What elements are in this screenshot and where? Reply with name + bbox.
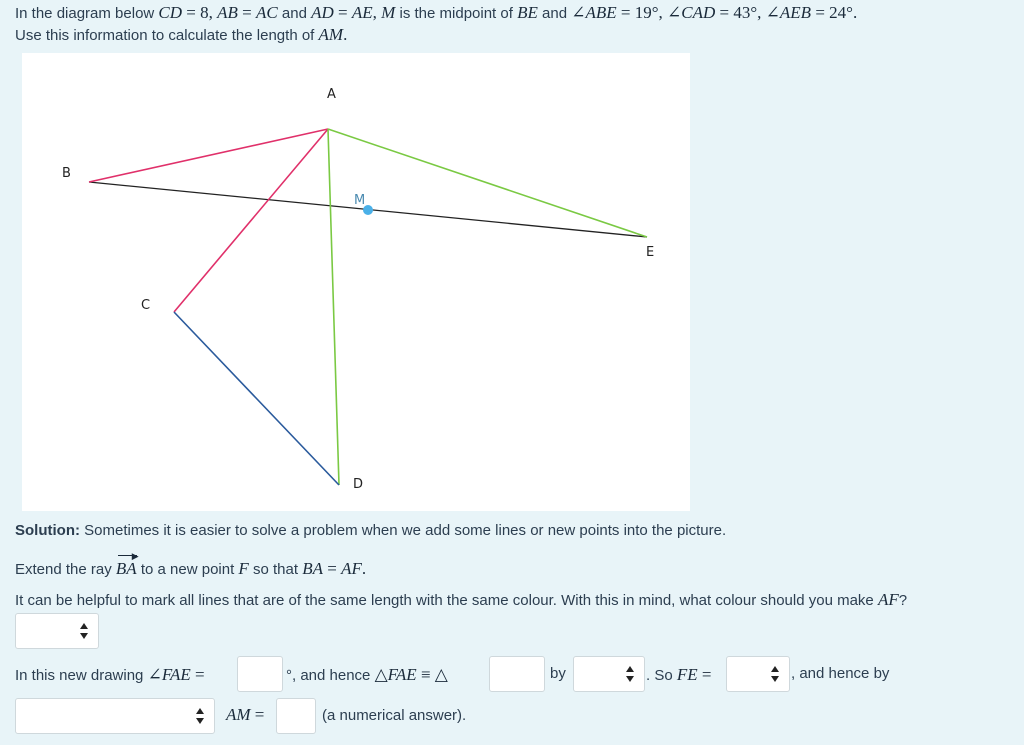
- problem-text: and: [537, 5, 572, 22]
- math-af: AF: [341, 559, 362, 578]
- new-drawing-text: [15, 665, 205, 685]
- math-am: AM: [318, 25, 344, 44]
- math-sep: .: [361, 559, 367, 578]
- label-c: C: [141, 298, 151, 313]
- problem-text: is the midpoint of: [395, 5, 518, 22]
- math-eq: = 8,: [182, 3, 218, 22]
- math-m: M: [381, 3, 396, 22]
- am-label: [226, 705, 264, 725]
- segment-ba: [89, 129, 328, 182]
- solution-text: ?: [898, 592, 908, 609]
- problem-statement: [15, 3, 857, 23]
- solution-text: Sometimes it is easier to solve a problem when we add some lines or new points into the picture.: [79, 522, 727, 539]
- solution-text: . So: [646, 667, 677, 684]
- segment-ac: [174, 129, 328, 312]
- solution-text: It can be helpful to mark all lines that are of the same length with the same colour. With this in mind, what colour should you make: [15, 592, 878, 609]
- math-eq: =: [190, 665, 205, 684]
- label-e: E: [646, 245, 655, 260]
- math-eq: =: [697, 665, 712, 684]
- math-congruent: ≡ △: [416, 665, 448, 684]
- math-eq: =: [237, 3, 257, 22]
- problem-question: [15, 25, 347, 45]
- math-eq: =: [250, 705, 265, 724]
- segment-cd: [174, 312, 339, 485]
- math-angle-aeb: ∠AEB: [765, 3, 812, 22]
- select-arrows-icon: [626, 666, 634, 682]
- ray-arrowhead-icon: ▶: [131, 551, 139, 561]
- solution-text: In this new drawing: [15, 667, 148, 684]
- problem-text: Use this information to calculate the length of: [15, 27, 319, 44]
- math-ab: AB: [217, 3, 238, 22]
- math-cd: CD: [158, 3, 183, 22]
- solution-text: Extend the ray: [15, 561, 116, 578]
- math-value: = 43°,: [715, 3, 766, 22]
- fe-select[interactable]: [726, 656, 790, 692]
- numerical-hint: (a numerical answer).: [322, 707, 467, 724]
- math-ac: AC: [256, 3, 278, 22]
- solution-text: °, and hence: [286, 667, 375, 684]
- problem-text: In the diagram below: [15, 5, 159, 22]
- math-angle-fae: ∠FAE: [147, 665, 191, 684]
- angle-fae-input[interactable]: [237, 656, 283, 692]
- theorem-select[interactable]: [15, 698, 215, 734]
- math-triangle-fae: △FAE: [374, 665, 417, 684]
- math-angle-cad: ∠CAD: [667, 3, 716, 22]
- so-fe-text: [646, 665, 711, 685]
- solution-text: to a new point: [136, 561, 239, 578]
- segment-ad: [328, 129, 339, 485]
- math-ba: BA: [302, 559, 323, 578]
- solution-label: Solution:: [15, 522, 80, 539]
- select-arrows-icon: [80, 623, 88, 639]
- solution-colour-question: [15, 590, 907, 610]
- math-ae: AE: [351, 3, 373, 22]
- by-label: by: [550, 665, 566, 682]
- label-a: A: [327, 87, 336, 102]
- math-sep: .: [343, 25, 348, 44]
- math-be: BE: [517, 3, 538, 22]
- label-m: M: [354, 193, 366, 208]
- solution-extend: [15, 551, 367, 579]
- math-am: AM: [226, 705, 251, 724]
- diagram-svg: [22, 53, 690, 511]
- math-sep: ,: [372, 3, 382, 22]
- triangle-input[interactable]: [489, 656, 545, 692]
- math-f: F: [238, 559, 249, 578]
- congruence-rule-select[interactable]: [573, 656, 645, 692]
- math-eq: =: [322, 559, 342, 578]
- geometry-diagram: [22, 53, 690, 511]
- solution-text: so that: [248, 561, 303, 578]
- select-arrows-icon: [771, 666, 779, 682]
- math-af: AF: [877, 590, 899, 609]
- label-b: B: [62, 166, 71, 181]
- select-arrows-icon: [196, 708, 204, 724]
- math-value: = 24°.: [811, 3, 858, 22]
- hence-text: [286, 665, 448, 685]
- problem-text: and: [277, 5, 312, 22]
- am-answer-input[interactable]: [276, 698, 316, 734]
- ray-ba: [115, 551, 139, 579]
- math-eq: =: [333, 3, 352, 22]
- math-angle-abe: ∠ABE: [571, 3, 617, 22]
- label-d: D: [353, 477, 364, 492]
- math-value: = 19°,: [616, 3, 668, 22]
- hence-by-text: , and hence by: [791, 665, 890, 682]
- math-ba: BA: [115, 559, 137, 578]
- math-ad: AD: [311, 3, 334, 22]
- solution-intro: [15, 522, 726, 539]
- colour-select[interactable]: [15, 613, 99, 649]
- math-fe: FE: [676, 665, 698, 684]
